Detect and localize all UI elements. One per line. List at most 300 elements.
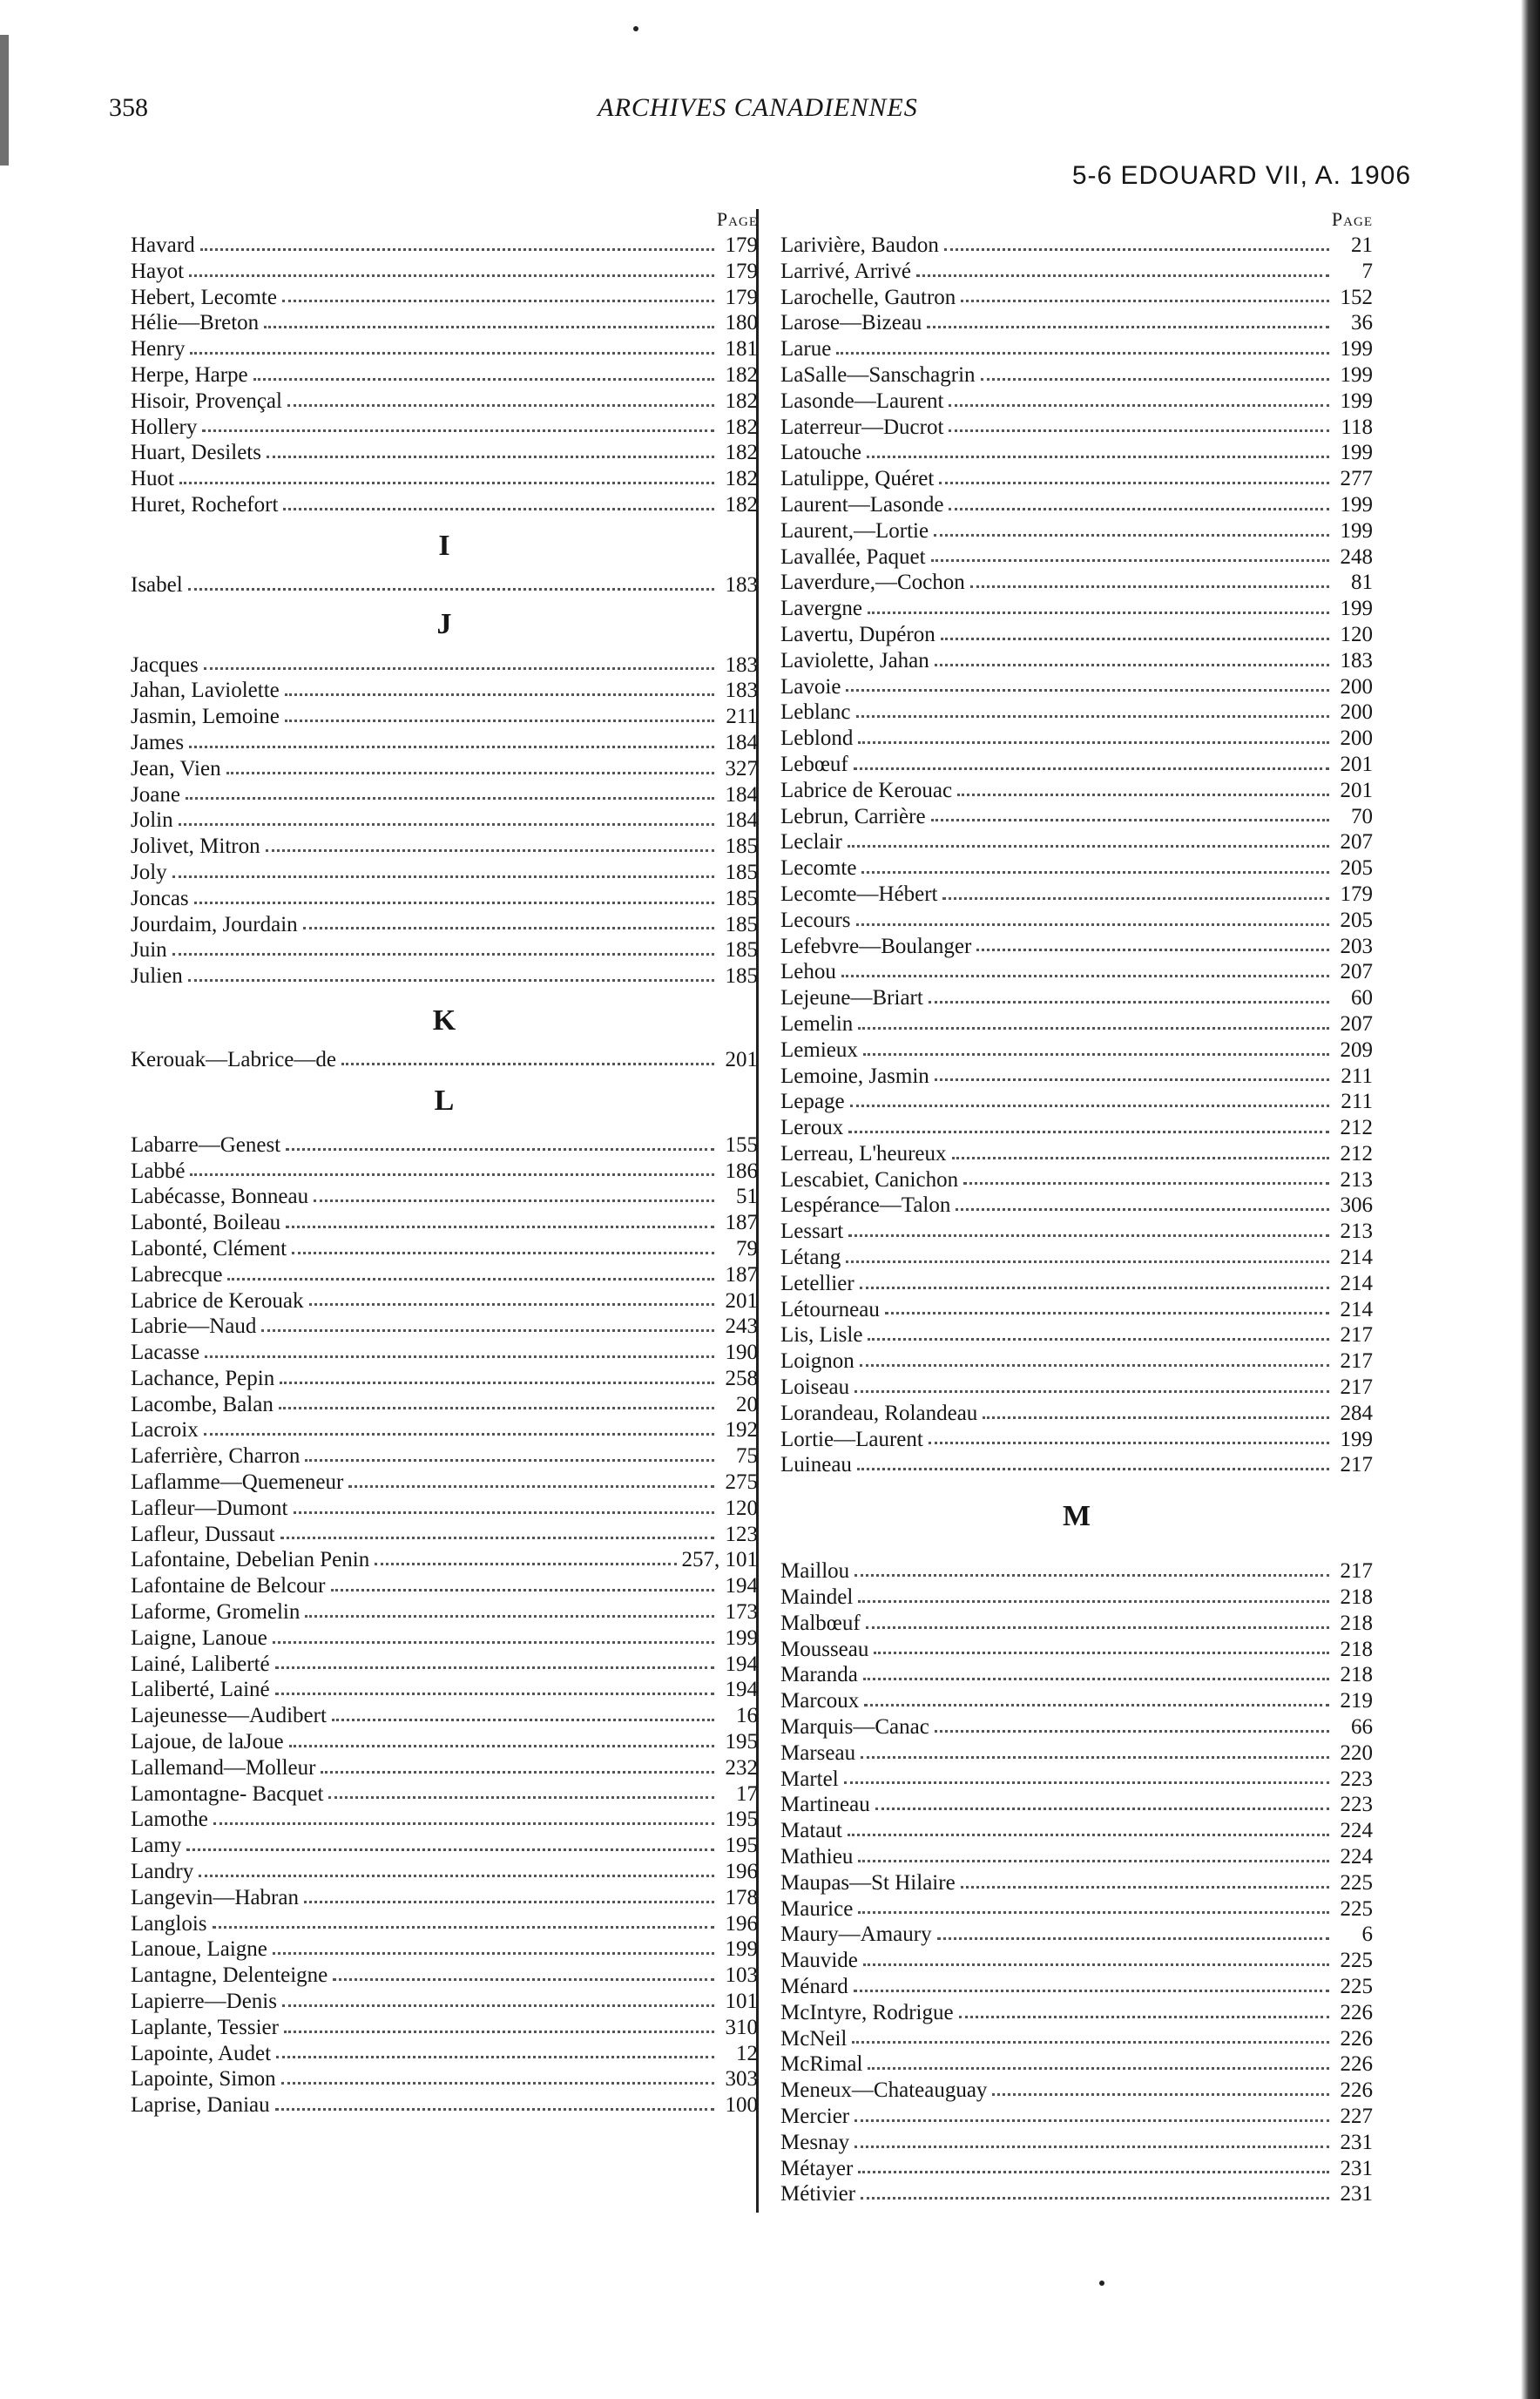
dot-leader — [304, 1900, 714, 1903]
entry-page: 195 — [725, 1808, 758, 1832]
index-entry — [780, 466, 1373, 492]
index-entry — [131, 415, 758, 441]
running-title: ARCHIVES CANADIENNES — [598, 93, 918, 122]
entry-page: 199 — [1340, 337, 1373, 362]
entry-name: Lajoue, de laJoue — [131, 1730, 284, 1754]
index-entry — [780, 1558, 1373, 1585]
entry-page: 201 — [725, 1288, 758, 1313]
index-entry — [780, 1767, 1373, 1793]
entry-name: McIntyre, Rodrigue — [780, 2000, 954, 2024]
entry-page: 185 — [725, 860, 758, 884]
entry-page: 182 — [725, 441, 758, 465]
index-entry — [131, 704, 758, 730]
entry-name: Julien — [131, 964, 183, 989]
entry-page: 207 — [1340, 1011, 1373, 1036]
entry-page: 120 — [1340, 622, 1373, 646]
dot-leader — [190, 1172, 714, 1176]
index-entry — [131, 1236, 758, 1262]
entry-page: 213 — [1340, 1220, 1373, 1244]
entry-page: 231 — [1340, 2182, 1373, 2206]
entry-page: 173 — [725, 1600, 758, 1625]
dot-leader — [261, 1328, 714, 1332]
dot-leader — [846, 688, 1329, 692]
index-entry — [131, 1392, 758, 1418]
entry-name: Martel — [780, 1767, 839, 1791]
entry-page: 199 — [1340, 518, 1373, 543]
dot-leader — [305, 1614, 714, 1618]
entry-page: 224 — [1340, 1819, 1373, 1843]
entry-page: 179 — [725, 233, 758, 257]
entry-page: 201 — [725, 1047, 758, 1071]
dot-leader — [956, 1207, 1329, 1211]
entry-name: Letellier — [780, 1271, 854, 1295]
dot-leader — [341, 1062, 714, 1065]
entry-name: Lortie—Laurent — [780, 1427, 923, 1451]
entry-name: Lebœuf — [780, 752, 848, 776]
dot-leader — [226, 771, 714, 774]
entry-name: Lemoine, Jasmin — [780, 1064, 929, 1088]
index-entry — [131, 466, 758, 492]
dot-leader — [846, 1260, 1329, 1263]
dot-leader — [959, 2015, 1329, 2018]
dot-leader — [934, 533, 1329, 537]
index-entry — [131, 1573, 758, 1599]
index-entry — [131, 1417, 758, 1443]
dot-leader — [375, 1562, 676, 1565]
dot-leader — [848, 1833, 1329, 1836]
dot-leader — [282, 299, 714, 302]
entry-name: Maurice — [780, 1896, 854, 1921]
entry-page: 212 — [1340, 1116, 1373, 1140]
index-entry — [131, 860, 758, 886]
dot-leader — [213, 1821, 714, 1825]
dot-leader — [854, 767, 1329, 770]
entry-page: 183 — [1340, 648, 1373, 672]
dot-leader — [857, 1467, 1329, 1470]
index-entry — [780, 1011, 1373, 1037]
entry-name: Lecomte — [780, 856, 857, 881]
dot-leader — [961, 299, 1329, 302]
entry-name: Marcoux — [780, 1689, 860, 1713]
entry-page: 199 — [1340, 597, 1373, 621]
entry-page: 199 — [1340, 389, 1373, 413]
entry-name: Lerreau, L'heureux — [780, 1141, 947, 1166]
index-entry — [780, 726, 1373, 752]
dot-leader — [179, 481, 714, 484]
index-entry — [131, 233, 758, 259]
entry-name: Huot — [131, 467, 174, 491]
index-entry — [780, 2026, 1373, 2052]
entry-page: 183 — [725, 679, 758, 703]
dot-leader — [858, 1859, 1329, 1862]
entry-name: Marseau — [780, 1740, 856, 1765]
dot-leader — [179, 822, 714, 826]
dot-leader — [200, 247, 714, 251]
dot-leader — [858, 1026, 1329, 1030]
index-entry — [131, 1677, 758, 1703]
entry-name: Laigne, Lanoue — [131, 1625, 267, 1650]
index-entry — [131, 1288, 758, 1314]
entry-name: Lepage — [780, 1090, 845, 1114]
entry-name: Larivière, Baudon — [780, 233, 939, 257]
entry-page: 225 — [1340, 1870, 1373, 1895]
dot-leader — [186, 796, 714, 800]
entry-page: 184 — [725, 808, 758, 833]
entry-page: 218 — [1340, 1663, 1373, 1687]
page-column-heading: Page — [716, 208, 758, 230]
entry-name: Laterreur—Ducrot — [780, 415, 944, 439]
dot-leader — [854, 1573, 1329, 1577]
entry-name: Lorandeau, Rolandeau — [780, 1401, 978, 1425]
page-column-heading: Page — [1331, 208, 1373, 230]
index-entry — [780, 648, 1373, 674]
dot-leader — [281, 2081, 714, 2085]
entry-page: 225 — [1340, 1975, 1373, 1998]
dot-leader — [273, 1951, 714, 1955]
index-entry — [780, 544, 1373, 571]
entry-name: McNeil — [780, 2026, 848, 2051]
entry-name: Lessart — [780, 1220, 844, 1244]
entry-page: 79 — [736, 1236, 758, 1260]
entry-page: 190 — [725, 1341, 758, 1365]
entry-name: Laliberté, Lainé — [131, 1678, 270, 1702]
entry-name: Labrie—Naud — [131, 1314, 257, 1339]
dot-leader — [941, 637, 1329, 640]
entry-page: 196 — [725, 1860, 758, 1884]
index-entry — [780, 259, 1373, 285]
index-entry — [780, 1297, 1373, 1323]
entry-name: Lachance, Pepin — [131, 1366, 275, 1390]
index-entry — [780, 1844, 1373, 1870]
entry-name: Labrice de Kerouac — [780, 778, 953, 802]
entry-page: 195 — [725, 1730, 758, 1754]
entry-name: Labbé — [131, 1159, 186, 1183]
entry-page: 277 — [1340, 467, 1373, 491]
dot-leader — [854, 1989, 1329, 1992]
dot-leader — [935, 1078, 1329, 1081]
entry-name: Jahan, Laviolette — [131, 679, 280, 703]
index-entry — [131, 1210, 758, 1236]
index-entry — [780, 492, 1373, 518]
entry-name: Loignon — [780, 1349, 854, 1374]
entry-name: Loiseau — [780, 1375, 850, 1400]
entry-page: 21 — [1351, 233, 1373, 257]
entry-page: 226 — [1340, 2026, 1373, 2051]
dot-leader — [188, 978, 714, 982]
dot-leader — [852, 2040, 1329, 2044]
dot-leader — [976, 948, 1329, 951]
index-entry — [131, 1132, 758, 1159]
entry-name: Lehou — [780, 960, 836, 984]
index-column-left — [131, 206, 758, 2119]
index-entry — [131, 1262, 758, 1288]
index-entry — [780, 804, 1373, 830]
entry-page: 243 — [725, 1314, 758, 1339]
entry-name: Lavergne — [780, 597, 862, 621]
entry-page: 200 — [1340, 674, 1373, 699]
entry-page: 179 — [1340, 882, 1373, 906]
entry-name: Mousseau — [780, 1637, 869, 1661]
entry-page: 194 — [725, 1574, 758, 1598]
index-entry — [780, 1037, 1373, 1064]
entry-page: 211 — [1341, 1064, 1373, 1088]
entry-name: Larochelle, Gautron — [780, 285, 956, 309]
ink-speck — [1099, 2281, 1104, 2286]
entry-name: Laforme, Gromelin — [131, 1600, 301, 1625]
index-entry — [780, 389, 1373, 415]
entry-page: 178 — [725, 1885, 758, 1909]
dot-leader — [189, 274, 714, 277]
entry-page: 7 — [1361, 259, 1373, 283]
entry-page: 217 — [1340, 1349, 1373, 1374]
entry-page: 226 — [1340, 2052, 1373, 2077]
entry-page: 186 — [725, 1159, 758, 1183]
index-entry — [780, 934, 1373, 960]
entry-page: 218 — [1340, 1637, 1373, 1661]
dot-leader — [279, 1406, 714, 1409]
index-entry — [131, 1599, 758, 1625]
dot-leader — [332, 1718, 714, 1721]
entry-page: 187 — [725, 1211, 758, 1235]
entry-name: Henry — [131, 337, 186, 362]
index-entry — [780, 1245, 1373, 1271]
entry-page: 199 — [1340, 441, 1373, 465]
dot-leader — [944, 247, 1329, 251]
entry-name: Lainé, Laliberté — [131, 1652, 270, 1676]
index-entry — [780, 1740, 1373, 1767]
entry-page: 205 — [1340, 856, 1373, 881]
entry-name: Lafleur, Dussaut — [131, 1522, 275, 1546]
entry-page: 66 — [1351, 1715, 1373, 1740]
entry-page: 209 — [1340, 1037, 1373, 1062]
entry-page: 217 — [1340, 1375, 1373, 1400]
index-entry — [131, 1184, 758, 1210]
index-entry — [131, 963, 758, 990]
entry-name: Lajeunesse—Audibert — [131, 1704, 327, 1728]
index-entry — [131, 652, 758, 679]
entry-name: Lanoue, Laigne — [131, 1937, 267, 1962]
entry-name: Maillou — [780, 1559, 850, 1584]
index-entry — [780, 829, 1373, 855]
dot-leader — [861, 2196, 1329, 2200]
entry-name: Lasonde—Laurent — [780, 389, 944, 413]
scan-edge-mark — [0, 35, 9, 166]
index-entry — [780, 855, 1373, 882]
dot-leader — [266, 848, 714, 852]
entry-name: Isabel — [131, 572, 183, 597]
entry-name: Létang — [780, 1246, 841, 1270]
index-entry — [131, 1963, 758, 1989]
section-letter-l: L — [434, 1084, 455, 1117]
dot-leader — [856, 922, 1329, 926]
dot-leader — [935, 1729, 1329, 1733]
entry-name: Lacroix — [131, 1418, 199, 1443]
dot-leader — [850, 1104, 1329, 1107]
entry-page: 103 — [725, 1963, 758, 1988]
entry-name: Huart, Desilets — [131, 441, 261, 465]
entries-l-cont — [780, 233, 1373, 1478]
dot-leader — [860, 1286, 1329, 1289]
dot-leader — [333, 1977, 714, 1981]
index-entry — [131, 310, 758, 336]
entry-name: Labrecque — [131, 1262, 223, 1287]
dot-leader — [875, 1807, 1329, 1810]
entry-name: Jacques — [131, 652, 199, 677]
entry-page: 185 — [725, 912, 758, 936]
dot-leader — [289, 1744, 714, 1747]
entry-name: Lapierre—Denis — [131, 1990, 277, 2014]
entry-page: 213 — [1340, 1167, 1373, 1192]
dot-leader — [204, 666, 714, 670]
entry-page: 199 — [1340, 1427, 1373, 1451]
index-entry — [131, 2015, 758, 2041]
entry-name: James — [131, 730, 185, 754]
index-entry — [131, 492, 758, 518]
index-entry — [780, 674, 1373, 700]
entry-page: 185 — [725, 835, 758, 859]
entry-name: Maupas—St Hilaire — [780, 1870, 956, 1895]
entry-page: 225 — [1340, 1896, 1373, 1921]
entry-name: Lavallée, Paquet — [780, 544, 926, 569]
index-entry — [131, 1652, 758, 1678]
entry-page: 17 — [736, 1781, 758, 1806]
index-entry — [780, 596, 1373, 622]
dot-leader — [275, 1666, 714, 1669]
entry-page: 60 — [1351, 986, 1373, 1010]
entry-page: 6 — [1361, 1923, 1373, 1947]
entry-page: 180 — [725, 311, 758, 335]
entry-name: Larose—Bizeau — [780, 311, 922, 335]
index-entry — [780, 2000, 1373, 2026]
entry-name: Leclair — [780, 830, 842, 855]
entry-page: 214 — [1340, 1297, 1373, 1321]
section-letter-m: M — [1062, 1500, 1091, 1533]
scan-binding-edge — [1521, 0, 1540, 2399]
entry-page: 182 — [725, 362, 758, 387]
entry-page: 220 — [1340, 1740, 1373, 1765]
entry-name: Lemelin — [780, 1011, 854, 1036]
entry-page: 100 — [725, 2093, 758, 2118]
entry-name: Jolin — [131, 808, 173, 833]
entry-page: 217 — [1340, 1323, 1373, 1348]
index-entry — [780, 2156, 1373, 2182]
index-entry — [780, 1167, 1373, 1193]
dot-leader — [942, 896, 1329, 900]
entry-page: 118 — [1341, 415, 1373, 439]
dot-leader — [916, 274, 1329, 277]
entry-name: Jean, Vien — [131, 756, 221, 781]
index-entry — [780, 440, 1373, 466]
dot-leader — [858, 740, 1329, 744]
entry-page: 179 — [725, 259, 758, 283]
index-entry — [780, 752, 1373, 778]
dot-leader — [963, 1181, 1329, 1185]
entry-name: Hollery — [131, 415, 198, 439]
entry-page: 203 — [1340, 934, 1373, 958]
index-entry — [131, 1989, 758, 2015]
index-entry — [780, 2051, 1373, 2078]
entry-name: Marquis—Canac — [780, 1715, 929, 1740]
entry-name: Lapointe, Audet — [131, 2041, 272, 2065]
dot-leader — [854, 2145, 1329, 2148]
entries-l — [131, 1132, 758, 2119]
dot-leader — [314, 1199, 714, 1202]
entry-page: 123 — [725, 1522, 758, 1546]
index-entry — [131, 1781, 758, 1808]
entry-page: 194 — [725, 1678, 758, 1702]
entry-page: 12 — [736, 2041, 758, 2065]
entry-page: 223 — [1340, 1793, 1373, 1817]
index-entry — [131, 285, 758, 311]
dot-leader — [275, 2107, 714, 2111]
dot-leader — [282, 2004, 714, 2007]
index-entry — [131, 362, 758, 389]
index-entry — [780, 1818, 1373, 1844]
dot-leader — [885, 1311, 1329, 1314]
index-entry — [131, 2041, 758, 2067]
entry-page: 70 — [1351, 804, 1373, 828]
entry-page: 217 — [1340, 1559, 1373, 1584]
page-number: 358 — [109, 93, 148, 122]
entry-name: Ménard — [780, 1975, 848, 1998]
index-entry — [780, 1089, 1373, 1115]
index-entry — [131, 1366, 758, 1392]
entry-name: Maranda — [780, 1663, 858, 1687]
dot-leader — [949, 507, 1329, 510]
dot-leader — [949, 429, 1329, 432]
index-entry — [780, 518, 1373, 544]
dot-leader — [186, 1848, 714, 1851]
index-column-right — [780, 206, 1373, 2207]
entry-page: 182 — [725, 389, 758, 413]
entry-name: Mercier — [780, 2104, 850, 2128]
dot-leader — [863, 1963, 1329, 1966]
dot-leader — [868, 2066, 1329, 2070]
entry-name: Lescabiet, Canichon — [780, 1167, 959, 1192]
dot-leader — [305, 1458, 714, 1462]
dot-leader — [328, 1795, 714, 1799]
entry-name: Lallemand—Molleur — [131, 1755, 316, 1780]
dot-leader — [227, 1277, 714, 1281]
entry-name: Herpe, Harpe — [131, 362, 248, 387]
entry-name: Mauvide — [780, 1949, 858, 1973]
dot-leader — [348, 1484, 714, 1488]
entry-name: Lamy — [131, 1834, 182, 1858]
entry-page: 212 — [1340, 1141, 1373, 1166]
index-entry — [131, 1314, 758, 1340]
index-entry — [780, 1141, 1373, 1167]
dot-leader — [949, 403, 1329, 407]
entry-page: 327 — [725, 756, 758, 781]
dot-leader — [931, 818, 1329, 821]
dot-leader — [861, 1755, 1329, 1759]
entry-name: Labarre—Genest — [131, 1132, 281, 1157]
entry-page: 231 — [1340, 2130, 1373, 2154]
entry-page: 217 — [1340, 1453, 1373, 1477]
index-entry — [780, 1375, 1373, 1401]
entry-name: Larrivé, Arrivé — [780, 259, 911, 283]
index-entry — [780, 1219, 1373, 1245]
dot-leader — [202, 429, 714, 432]
entry-page: 182 — [725, 467, 758, 491]
dot-leader — [867, 455, 1329, 458]
index-entry — [780, 1792, 1373, 1818]
entry-name: Lacombe, Balan — [131, 1392, 274, 1416]
entry-name: Labécasse, Bonneau — [131, 1185, 309, 1209]
dot-leader — [929, 1441, 1329, 1444]
index-entry — [780, 1322, 1373, 1348]
index-entry — [780, 1064, 1373, 1090]
